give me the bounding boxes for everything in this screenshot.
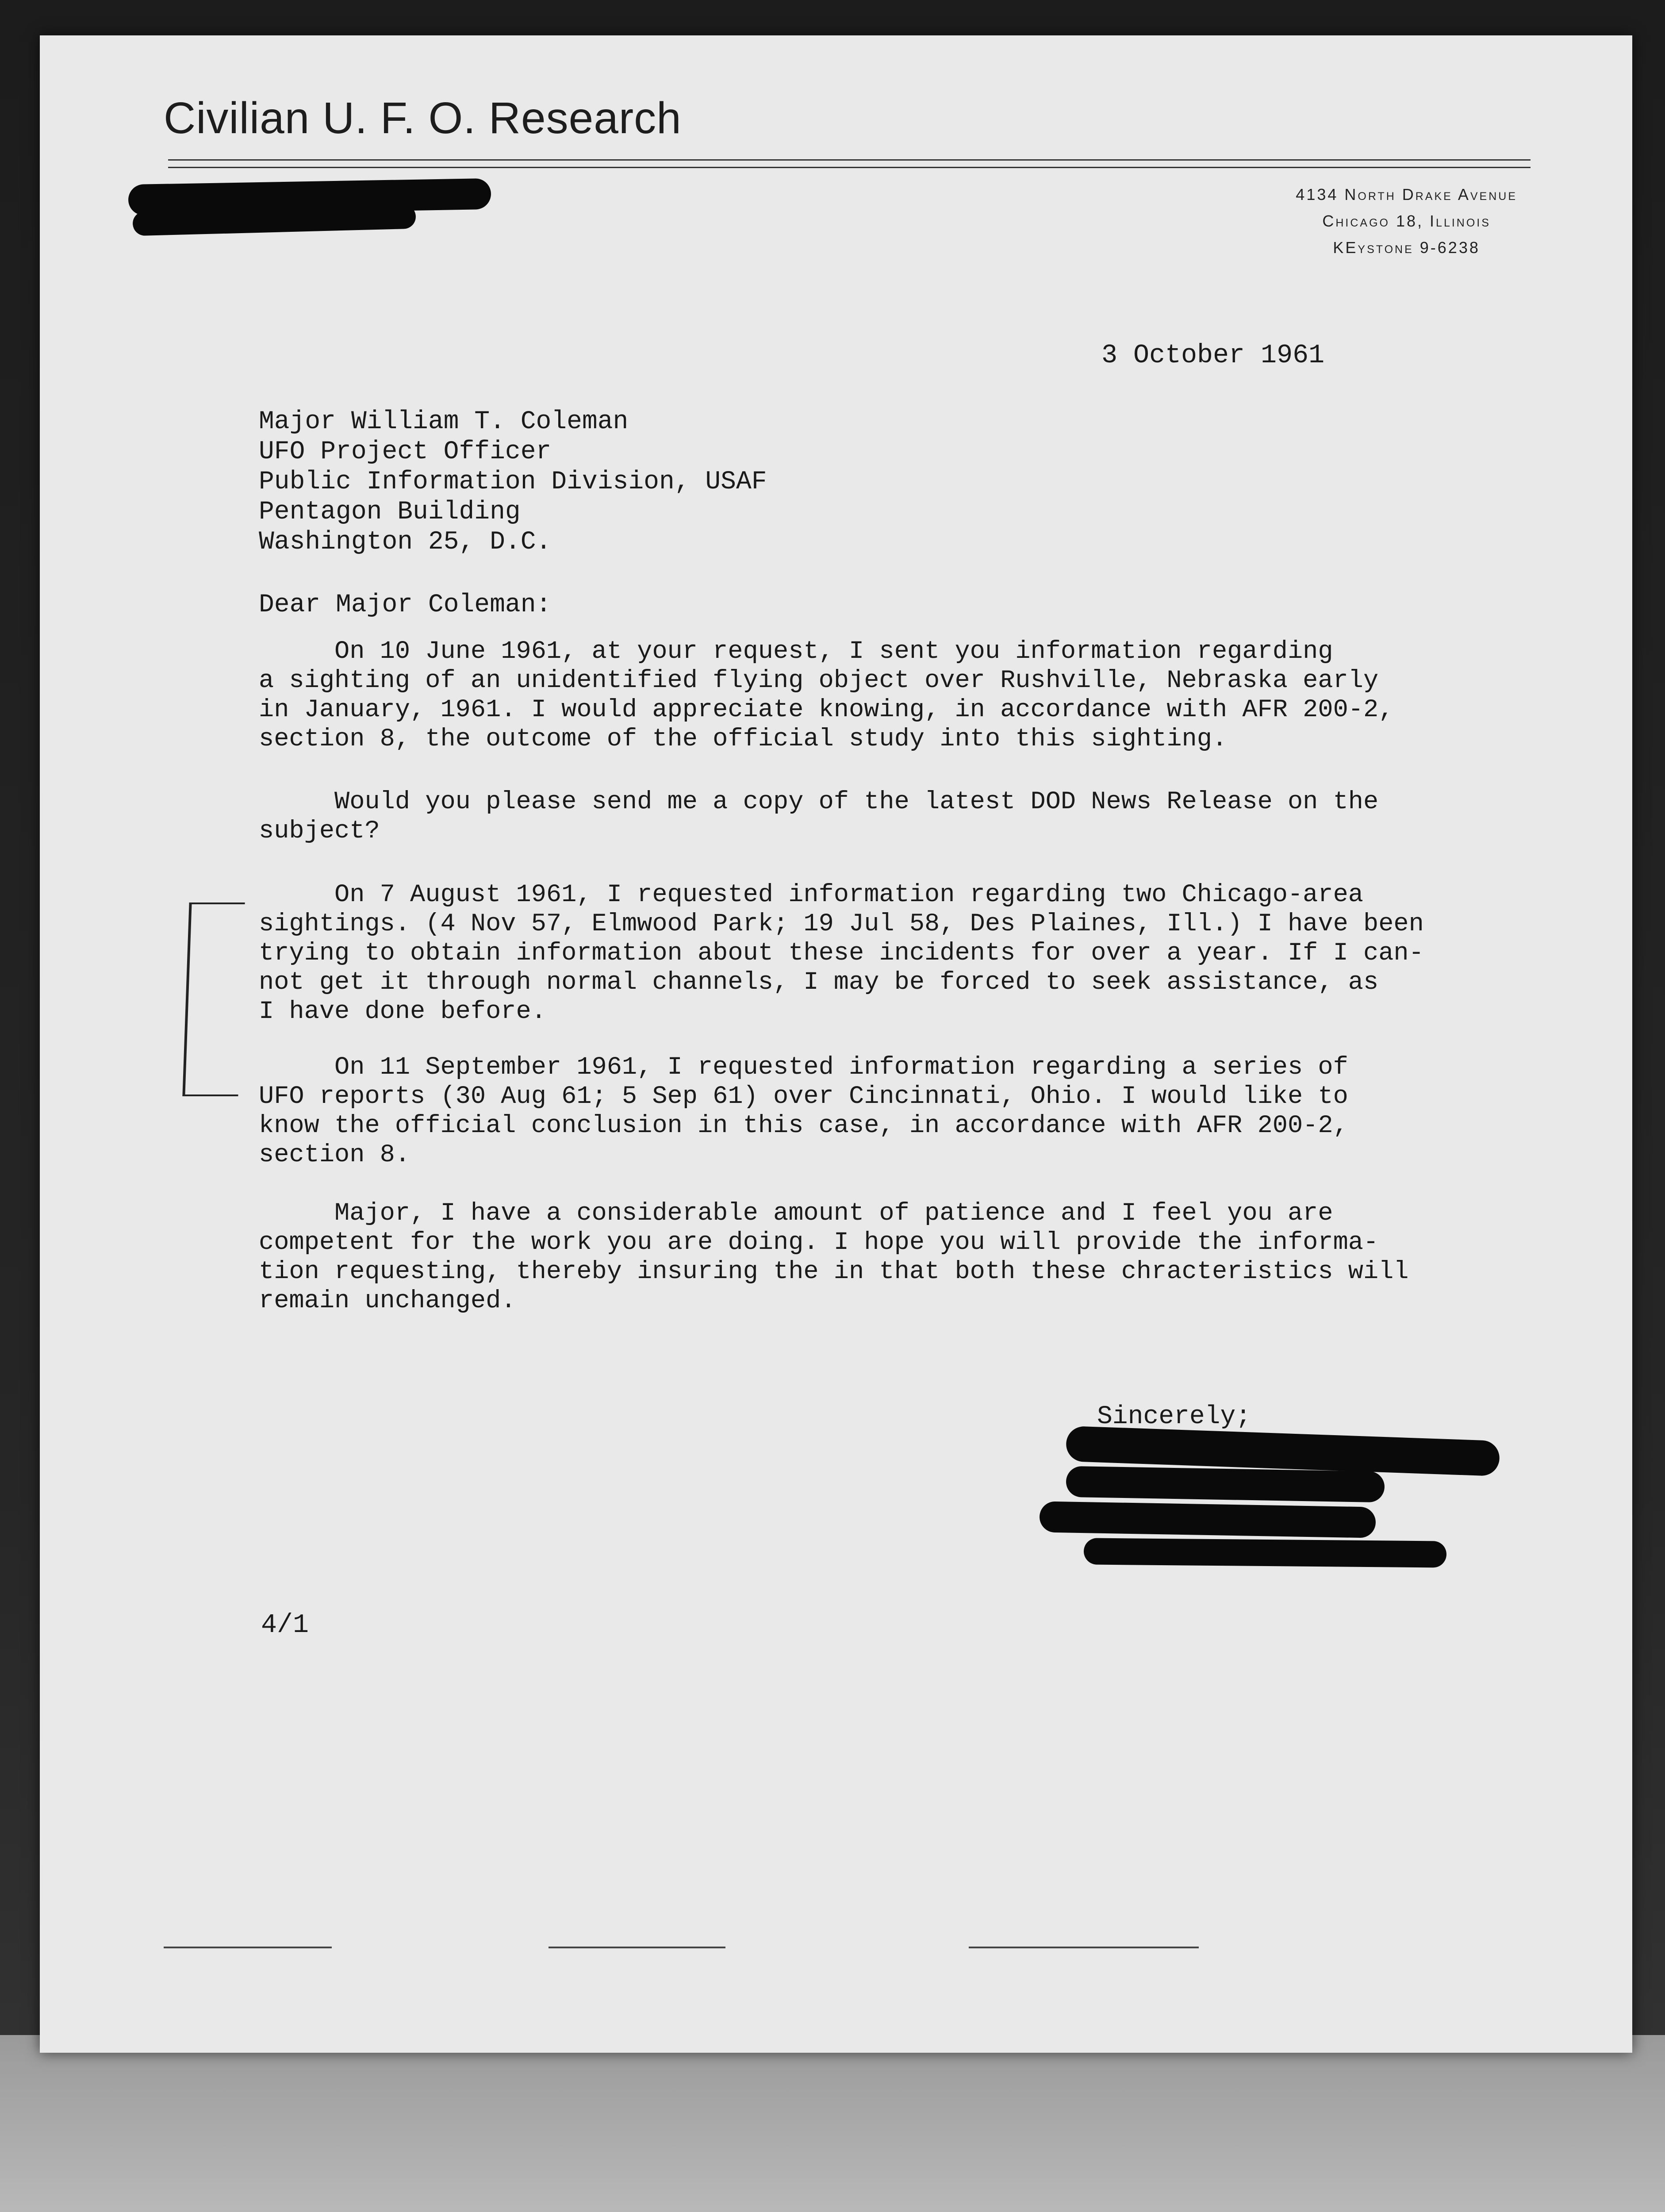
recipient-line: Washington 25, D.C. bbox=[259, 528, 552, 557]
punch-mark-right bbox=[969, 1947, 1199, 1948]
recipient-line: Major William T. Coleman bbox=[259, 407, 629, 436]
lower-blank-sheet bbox=[0, 2035, 1665, 2212]
address-line: KEystone 9-6238 bbox=[1333, 238, 1480, 257]
letterhead-title: Civilian U. F. O. Research bbox=[164, 93, 682, 143]
body-paragraph-3: On 7 August 1961, I requested information regarding two Chicago-area sightings. (4 Nov 57, Elmwood Park; 19 Jul 58, Des Plaines, Ill.) I have been trying to obtain information about these incidents for over a year. If I can- not get it through normal channels, I may be forced to seek assistance, as I have done before. bbox=[259, 881, 1424, 1026]
punch-mark-center bbox=[549, 1947, 725, 1948]
recipient-line: Public Information Division, USAF bbox=[259, 468, 767, 496]
recipient-line: Pentagon Building bbox=[259, 498, 521, 526]
body-paragraph-2: Would you please send me a copy of the latest DOD News Release on the subject? bbox=[259, 788, 1379, 845]
letter-date: 3 October 1961 bbox=[1101, 341, 1325, 371]
address-line: 4134 North Drake Avenue bbox=[1296, 185, 1517, 204]
redaction-signature-2 bbox=[1066, 1466, 1385, 1503]
punch-mark-left bbox=[164, 1947, 332, 1948]
body-paragraph-5: Major, I have a considerable amount of patience and I feel you are competent for the work you are doing. I hope you will provide the informa- tion requesting, thereby insuring the in that both these chracteristics will remain unchanged. bbox=[259, 1199, 1409, 1315]
recipient-address bbox=[259, 407, 767, 557]
letterhead-address bbox=[1296, 181, 1517, 261]
address-line: Chicago 18, Illinois bbox=[1322, 212, 1491, 230]
redaction-signature-3 bbox=[1039, 1501, 1376, 1538]
page-number: 4/1 bbox=[261, 1610, 309, 1640]
body-paragraph-1: On 10 June 1961, at your request, I sent you information regarding a sighting of an unidentified flying object over Rushville, Nebraska early in January, 1961. I would appreciate knowing, in accordance with AFR 200-2, section 8, the outcome of the official study into this sighting. bbox=[259, 637, 1394, 753]
handwritten-margin-bracket bbox=[182, 902, 245, 1096]
recipient-line: UFO Project Officer bbox=[259, 438, 552, 466]
letterhead-rule bbox=[168, 159, 1531, 168]
closing: Sincerely; bbox=[1097, 1402, 1251, 1431]
letter-page bbox=[40, 35, 1632, 2053]
body-paragraph-4: On 11 September 1961, I requested information regarding a series of UFO reports (30 Aug 61; 5 Sep 61) over Cincinnati, Ohio. I would like to know the official conclusion in this case, in accordance with AFR 200-2, section 8. bbox=[259, 1053, 1348, 1169]
redaction-signature-4 bbox=[1084, 1538, 1446, 1567]
salutation: Dear Major Coleman: bbox=[259, 591, 552, 619]
